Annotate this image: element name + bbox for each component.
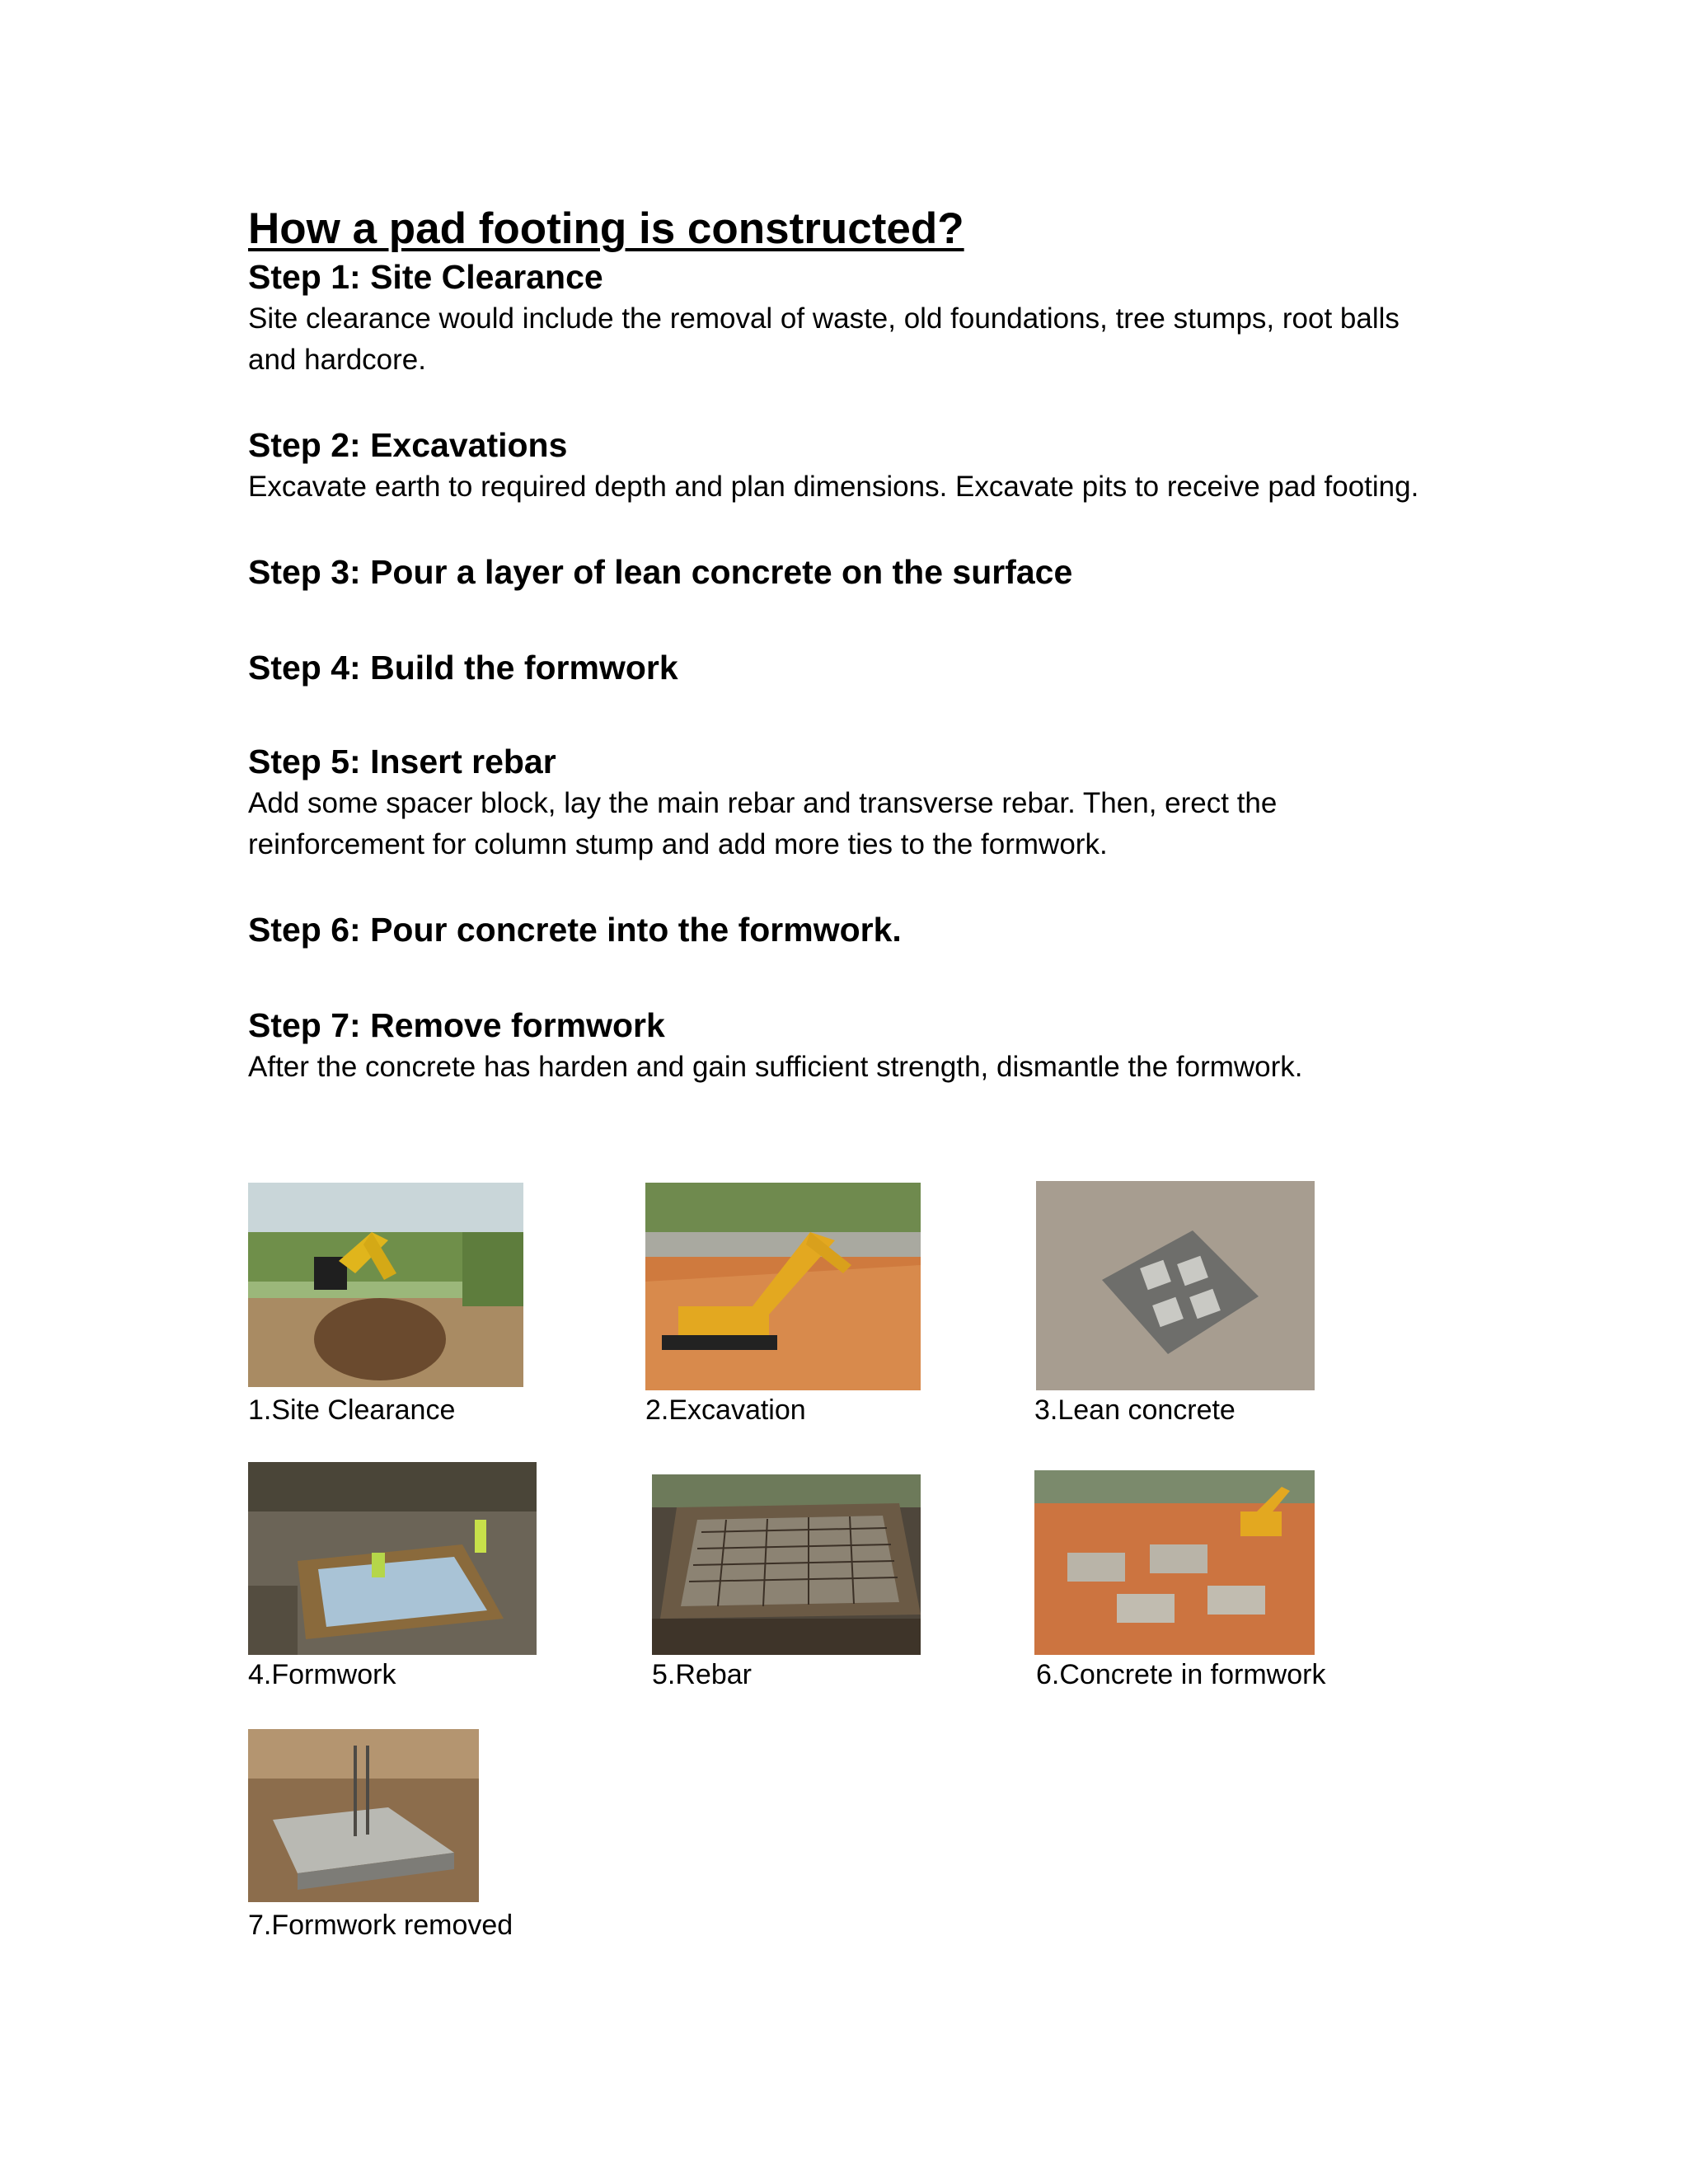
step-3-heading: Step 3: Pour a layer of lean concrete on the surface bbox=[248, 553, 1073, 591]
photo-6-caption: 6.Concrete in formwork bbox=[1036, 1659, 1326, 1690]
step-1-text: Site clearance would include the removal of waste, old foundations, tree stumps, root balls and hardcore. bbox=[248, 302, 1400, 376]
photo-1-caption: 1.Site Clearance bbox=[248, 1394, 456, 1426]
document-body bbox=[248, 203, 1435, 1088]
step-7-heading: Step 7: Remove formwork bbox=[248, 1006, 665, 1044]
photo-7-caption: 7.Formwork removed bbox=[248, 1910, 513, 1941]
finished-pad-footing-photo bbox=[248, 1729, 479, 1902]
photo-2-caption: 2.Excavation bbox=[645, 1394, 806, 1426]
concrete-pads-site-photo bbox=[1034, 1470, 1315, 1655]
step-1-heading: Step 1: Site Clearance bbox=[248, 258, 603, 296]
step-5-text: Add some spacer block, lay the main rebar and transverse rebar. Then, erect the reinforcement for column stump and add more ties to the formwork. bbox=[248, 787, 1278, 860]
photo-3-caption: 3.Lean concrete bbox=[1034, 1394, 1236, 1426]
step-6-heading: Step 6: Pour concrete into the formwork. bbox=[248, 911, 902, 949]
photo-4-caption: 4.Formwork bbox=[248, 1659, 396, 1690]
document-title: How a pad footing is constructed? bbox=[248, 204, 964, 253]
step-5-heading: Step 5: Insert rebar bbox=[248, 743, 556, 780]
step-4-heading: Step 4: Build the formwork bbox=[248, 649, 678, 687]
rebar-mesh-photo bbox=[652, 1474, 921, 1655]
photo-5-caption: 5.Rebar bbox=[652, 1659, 752, 1690]
step-2-text: Excavate earth to required depth and plan dimensions. Excavate pits to receive pad footing. bbox=[248, 471, 1419, 503]
step-7-text: After the concrete has harden and gain sufficient strength, dismantle the formwork. bbox=[248, 1051, 1303, 1083]
step-2-heading: Step 2: Excavations bbox=[248, 426, 568, 464]
lean-concrete-pad-photo bbox=[1036, 1181, 1315, 1390]
timber-formwork-photo bbox=[248, 1462, 537, 1655]
excavator-digging-photo bbox=[645, 1183, 921, 1390]
excavator-tree-stump-photo bbox=[248, 1183, 523, 1387]
